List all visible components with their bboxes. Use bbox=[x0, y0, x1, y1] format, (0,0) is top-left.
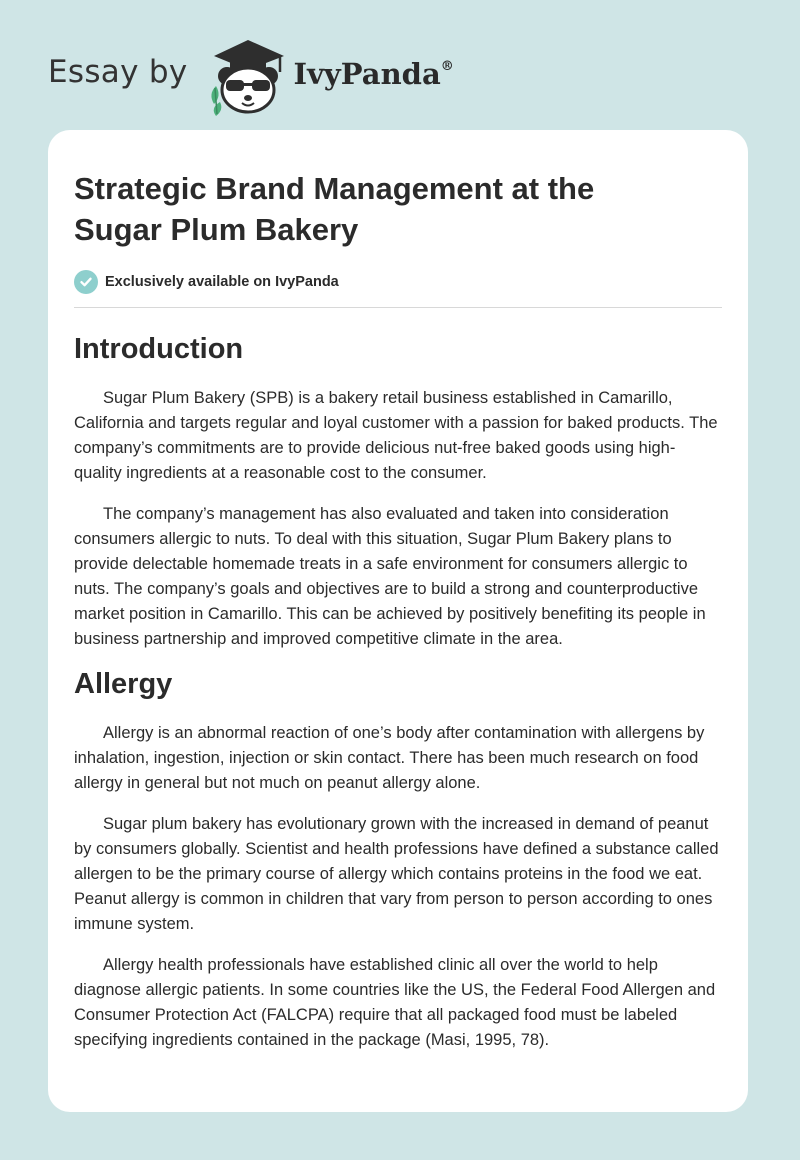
paragraph: Allergy health professionals have established clinic all over the world to help diagnose allergic patients. In some countries like the US, the Federal Food Allergen and Consumer Protection Act (FALCPA) require that all packaged food must be labeled specifying ingredients contained in the package (Masi, 1995, 78). bbox=[74, 956, 716, 1049]
paragraph: Sugar plum bakery has evolutionary grown with the increased in demand of peanut by consumers globally. Scientist and health professions have defined a substance called allergen to be the primary course of allergy which contains proteins in the food we eat. Peanut allergy is common in children that vary from person to person according to ones immune system. bbox=[74, 815, 719, 933]
site-header bbox=[48, 36, 454, 116]
exclusive-badge-label: Exclusively available on IvyPanda bbox=[105, 274, 339, 290]
panda-mascot-icon bbox=[202, 36, 292, 116]
article-card bbox=[48, 130, 748, 1112]
article-title: Strategic Brand Management at the Sugar Plum Bakery bbox=[74, 171, 595, 247]
brand-name[interactable]: IvyPanda® bbox=[293, 57, 454, 91]
paragraph: Allergy is an abnormal reaction of one’s body after contamination with allergens by inhalation, ingestion, injection or skin contact. There has been much research on food allergy in general but not much on peanut allergy alone. bbox=[74, 724, 705, 792]
registered-mark: ® bbox=[440, 59, 454, 74]
exclusive-badge bbox=[74, 270, 722, 308]
paragraph: The company’s management has also evaluated and taken into consideration consumers allergic to nuts. To deal with this situation, Sugar Plum Bakery plans to provide delectable homemade treats in a safe environment for consumers allergic to nuts. The company’s goals and objectives are to build a strong and counterproductive market position in Camarillo. This can be achieved by positively benefiting its people in business partnership and improved competitive climate in the area. bbox=[74, 505, 706, 648]
paragraph: Sugar Plum Bakery (SPB) is a bakery retail business established in Camarillo, California and targets regular and loyal customer with a passion for baked products. The company’s commitments are to provide delicious nut-free baked goods using high-quality ingredients at a reasonable cost to the consumer. bbox=[74, 389, 718, 482]
essay-by-label: Essay by bbox=[48, 54, 188, 90]
section-heading-introduction: Introduction bbox=[74, 333, 244, 365]
check-icon bbox=[74, 270, 98, 294]
section-heading-allergy: Allergy bbox=[74, 668, 173, 700]
